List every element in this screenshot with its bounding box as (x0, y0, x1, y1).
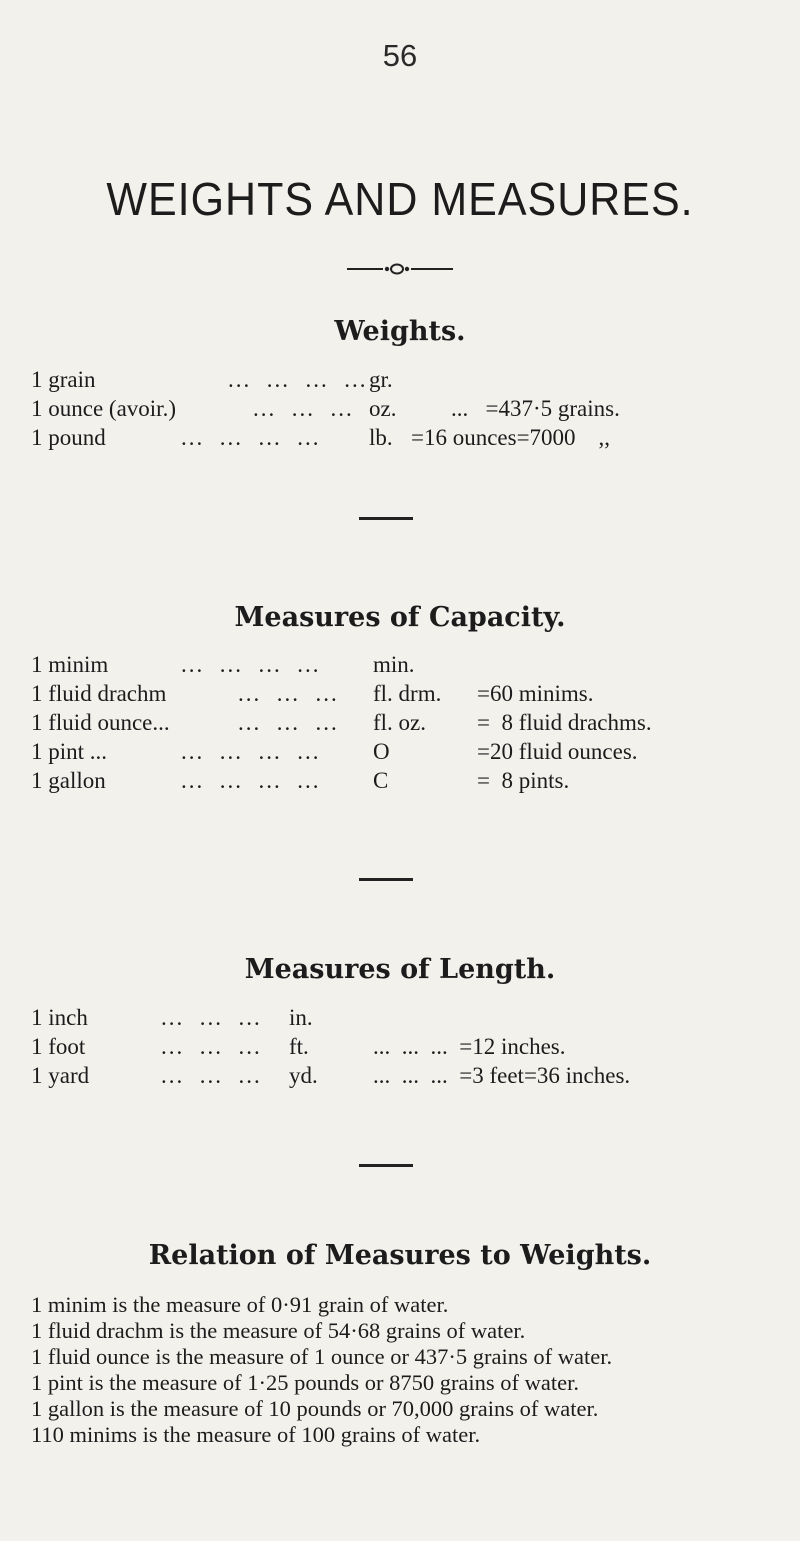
weights-row-name: 1 grain (31, 367, 96, 392)
capacity-row-equiv: =20 fluid ounces. (477, 739, 638, 764)
section-divider (359, 878, 413, 881)
length-row-yard (31, 1063, 776, 1093)
relation-heading: Relation of Measures to Weights. (148, 1240, 652, 1271)
weights-row-dots: ... ... ... (253, 396, 354, 421)
length-row-name: 1 inch (31, 1005, 88, 1030)
length-row-inch (31, 1005, 776, 1035)
capacity-row-name: 1 gallon (31, 768, 106, 793)
weights-row-pound (31, 425, 776, 455)
section-divider (359, 517, 413, 520)
length-row-name: 1 yard (31, 1063, 90, 1088)
capacity-row-fluid-drachm (31, 681, 776, 711)
weights-row-abbr: oz. (369, 396, 397, 421)
capacity-row-dots: ... ... ... ... (181, 652, 321, 677)
capacity-row-minim (31, 652, 776, 682)
length-row-equiv: ... ... ... =3 feet=36 inches. (373, 1063, 631, 1088)
relation-list (31, 1292, 776, 1448)
weights-row-equiv: ... =437·5 grains. (451, 396, 620, 421)
length-row-dots: ... ... ... (161, 1005, 262, 1030)
capacity-row-pint (31, 739, 776, 769)
capacity-row-equiv: = 8 pints. (477, 768, 570, 793)
relation-line: 1 gallon is the measure of 10 pounds or 70,000 grains of water. (31, 1396, 599, 1421)
length-row-abbr: ft. (289, 1034, 309, 1059)
length-row-dots: ... ... ... (161, 1034, 262, 1059)
length-row-abbr: in. (289, 1005, 313, 1030)
ornament-divider-icon (347, 262, 453, 276)
capacity-row-equiv: =60 minims. (477, 681, 594, 706)
capacity-row-dots: ... ... ... ... (181, 739, 321, 764)
weights-row-dots: ... ... ... ... (181, 425, 321, 450)
capacity-heading: Measures of Capacity. (234, 602, 566, 633)
capacity-row-abbr: min. (373, 652, 415, 677)
length-row-dots: ... ... ... (161, 1063, 262, 1088)
capacity-row-gallon (31, 768, 776, 798)
capacity-row-name: 1 minim (31, 652, 109, 677)
relation-line: 1 fluid drachm is the measure of 54·68 grains of water. (31, 1318, 526, 1343)
capacity-row-fluid-ounce (31, 710, 776, 740)
weights-row-equiv: =16 ounces=7000 ,, (411, 425, 611, 450)
weights-row-abbr: gr. (369, 367, 393, 392)
page-number: 56 (382, 38, 418, 73)
weights-row-ounce (31, 396, 776, 426)
capacity-row-abbr: C (373, 768, 389, 793)
weights-heading: Weights. (334, 316, 466, 347)
length-row-name: 1 foot (31, 1034, 86, 1059)
capacity-row-name: 1 fluid ounce... (31, 710, 170, 735)
relation-line: 1 minim is the measure of 0·91 grain of water. (31, 1292, 449, 1317)
weights-row-name: 1 pound (31, 425, 106, 450)
capacity-row-abbr: fl. drm. (373, 681, 442, 706)
capacity-row-abbr: O (373, 739, 390, 764)
weights-row-grain (31, 367, 776, 397)
relation-line: 1 fluid ounce is the measure of 1 ounce or 437·5 grains of water. (31, 1344, 613, 1369)
capacity-row-equiv: = 8 fluid drachms. (477, 710, 652, 735)
capacity-row-dots: ... ... ... ... (181, 768, 321, 793)
capacity-row-abbr: fl. oz. (373, 710, 427, 735)
capacity-row-name: 1 pint ... (31, 739, 108, 764)
length-row-abbr: yd. (289, 1063, 318, 1088)
weights-row-abbr: lb. (369, 425, 393, 450)
capacity-row-dots: ... ... ... (238, 681, 339, 706)
weights-row-dots: ... ... ... ... (228, 367, 368, 392)
relation-line: 1 pint is the measure of 1·25 pounds or 8750 grains of water. (31, 1370, 580, 1395)
relation-line: 110 minims is the measure of 100 grains of water. (31, 1422, 481, 1447)
weights-row-name: 1 ounce (avoir.) (31, 396, 176, 421)
capacity-row-name: 1 fluid drachm (31, 681, 167, 706)
length-row-foot (31, 1034, 776, 1064)
section-divider (359, 1164, 413, 1167)
page-title: WEIGHTS AND MEASURES. (106, 174, 694, 226)
capacity-row-dots: ... ... ... (238, 710, 339, 735)
length-row-equiv: ... ... ... =12 inches. (373, 1034, 566, 1059)
length-heading: Measures of Length. (244, 954, 556, 985)
